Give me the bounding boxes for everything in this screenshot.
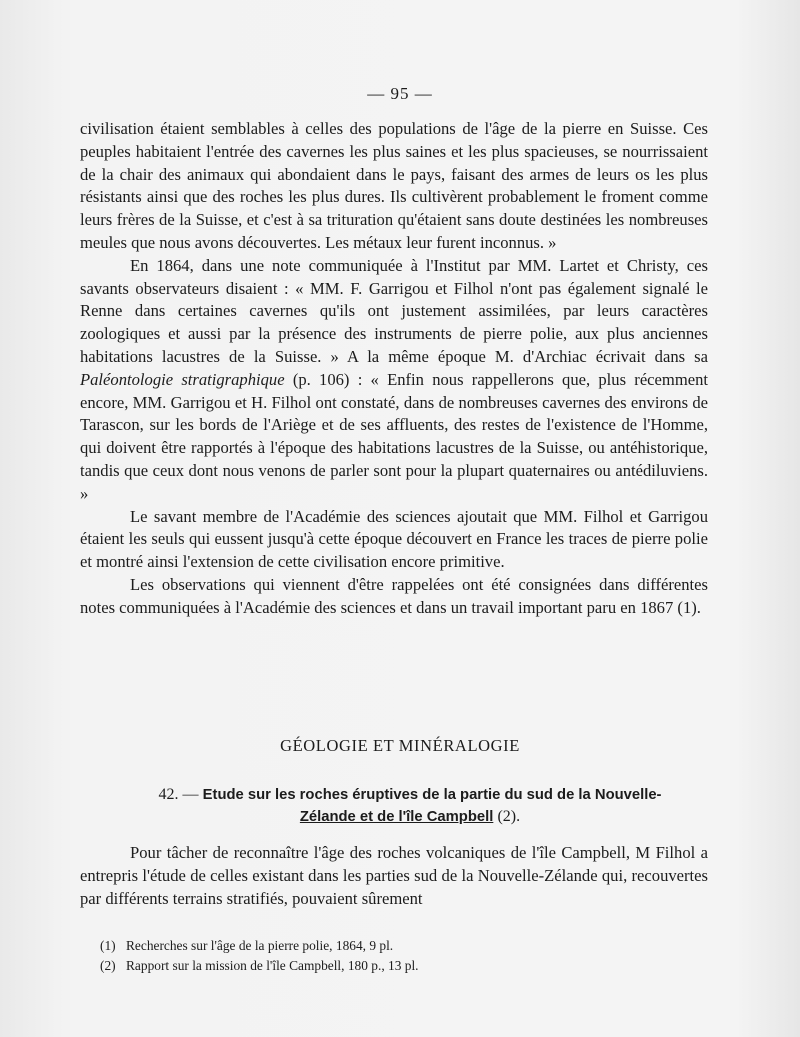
page-number: — 95 —	[367, 84, 433, 103]
entry-title-line-1: Etude sur les roches éruptives de la partie du sud de la Nouvelle-	[202, 787, 662, 803]
paragraph-1: civilisation étaient semblables à celles des populations de l'âge de la pierre en Suisse. Ces peuples habitaient l'entrée des cavernes les plus saines et les plus spacieuses, se nourrissaient de la chair des animaux qui abondaient dans le pays, faisant des armes de leurs os les plus résistants ainsi que des roches les plus dures. Ils cultivèrent probablement le froment comme leurs frères de la Suisse, et c'est à sa trituration qu'étaient sans doute destinées les nombreuses meules que nous avons découvertes. Les métaux leur furent inconnus. »	[80, 119, 708, 252]
paragraph-2-part-1: En 1864, dans une note communiquée à l'Institut par MM. Lartet et Christy, ces savants observateurs disaient : « MM. F. Garrigou et Filhol n'ont pas également signalé le Renne dans certaines cavernes qu'ils ont justement assimilées, par leurs caractères zoologiques et aussi par la présence des instruments de pierre polie, aux plus anciennes habitations lacustres de la Suisse. » A la même époque M. d'Archiac écrivait dans sa	[80, 255, 708, 366]
section-heading: GÉOLOGIE ET MINÉRALOGIE	[280, 736, 520, 755]
entry-title-line-2: Zélande et de l'île Campbell	[299, 809, 494, 825]
entry-number: 42. —	[158, 786, 199, 803]
paragraph-4: Les observations qui viennent d'être rappelées ont été consignées dans différentes notes communiquées à l'Académie des sciences et dans un travail important paru en 1867 (1).	[80, 574, 708, 617]
paragraph-2-part-2: (p. 106) : « Enfin nous rappellerons que, plus récemment encore, MM. Garrigou et H. Filhol ont constaté, dans de nombreuses cavernes des environs de Tarascon, sur les bords de l'Ariège et de ses affluents, des restes de l'existence de l'Homme, qui doivent être rapportés à l'époque des habitations lacustres de la Suisse, ou antéhistorique, tandis que ceux dont nous venons de parler sont pour la plupart quaternaires ou antédiluviens. »	[80, 369, 708, 503]
paragraph-5: Pour tâcher de reconnaître l'âge des roches volcaniques de l'île Campbell, M Filhol a entrepris l'étude de celles existant dans les parties sud de la Nouvelle-Zélande qui, recouvertes par différents terrains stratifiés, pouvaient sûrement	[80, 843, 708, 908]
book-title-italic: Paléontologie stratigraphique	[80, 369, 285, 389]
paragraph-2	[80, 255, 708, 506]
footnote-1-mark: (1)	[100, 938, 116, 953]
body-text-top	[80, 118, 708, 620]
footnote-2-mark: (2)	[100, 958, 116, 973]
footnote-1	[100, 936, 700, 956]
footnote-2-text: Rapport sur la mission de l'île Campbell, 180 p., 13 pl.	[126, 958, 419, 973]
footnote-2	[100, 956, 700, 976]
footnotes	[100, 936, 700, 976]
paragraph-3: Le savant membre de l'Académie des sciences ajoutait que MM. Filhol et Garrigou étaient les seuls qui eussent jusqu'à cette époque découvert en France les traces de pierre polie et montré ainsi l'extension de cette civilisation encore primitive.	[80, 506, 708, 572]
footnote-1-text: Recherches sur l'âge de la pierre polie, 1864, 9 pl.	[126, 938, 394, 953]
entry-title	[100, 784, 720, 828]
body-text-bottom	[80, 842, 708, 910]
entry-footnote-ref: (2).	[497, 808, 521, 825]
